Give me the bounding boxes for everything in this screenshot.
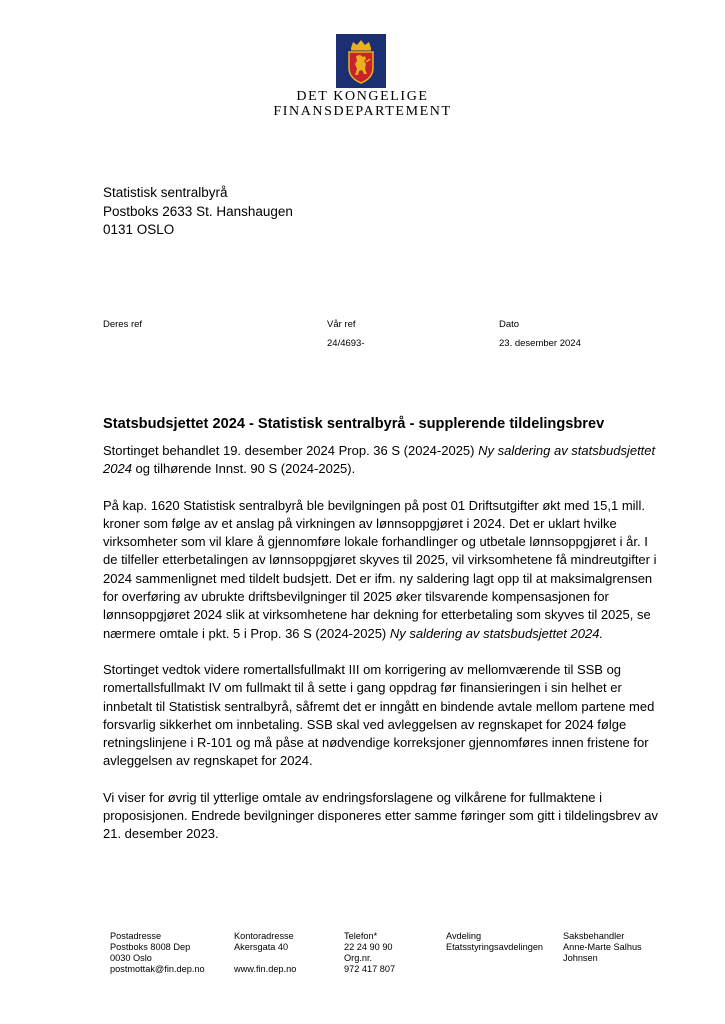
footer-kontor-label: Kontoradresse xyxy=(234,931,294,941)
footer-post-label: Postadresse xyxy=(110,931,162,941)
footer-avdeling-value: Etatsstyringsavdelingen xyxy=(446,942,544,952)
footer-saksbehandler-line1: Anne-Marte Salhus xyxy=(563,942,642,952)
paragraph-3: Stortinget vedtok videre romertallsfullmakt III om korrigering av mellomværende til SSB og romertallsfullmakt IV om fullmakt til å sette i gang oppdrag før finansieringen i sin helhet er innbetalt til Statistisk sentralbyrå, såfremt det er inngått en bindende avtale mellom partene med forsvarlig sikkerhet om innbetaling. SSB skal ved avleggelsen av regnskapet for 2024 følge retningslinjene i R-101 og må påse at nødvendige korreksjoner gjennomføres innen fristene for avleggelsen av regnskapet for 2024. xyxy=(103,661,655,769)
paragraph-1-text-a: Stortinget behandlet 19. desember 2024 Prop. 36 S (2024-2025) xyxy=(103,443,479,458)
dato-value: 23. desember 2024 xyxy=(499,338,581,349)
footer-postadresse xyxy=(110,931,205,975)
paragraph-1 xyxy=(103,442,663,479)
footer-saksbehandler-line2: Johnsen xyxy=(563,953,598,963)
var-ref-value: 24/4693- xyxy=(327,338,365,349)
footer-telefon-label: Telefon* xyxy=(344,931,378,941)
paragraph-1-text-b: og tilhørende Innst. 90 S (2024-2025). xyxy=(131,461,356,477)
footer-telefon-number: 22 24 90 90 xyxy=(344,942,393,952)
organization-name-line1: DET KONGELIGE xyxy=(296,89,429,104)
paragraph-2-text: På kap. 1620 Statistisk sentralbyrå ble bevilgningen på post 01 Driftsutgifter økt med 15,1 mill. kroner som følge av et anslag på virkningen av lønnsoppgjøret i 2024. Det er uklart hvilke virksomheter som vil klare å gjennomføre lokale forhandlinger og utbetale lønnsoppgjøret i år. I de tilfeller etterbetalingen av lønnsoppgjøret skyves til 2025, vil virksomhetene få mindreutgifter i 2024 sammenlignet med tildelt budsjett. Det er ifm. ny saldering lagt opp til at maksimalgrensen for overføring av ubrukte driftsbevilgninger til 2025 øker tilsvarende kompensasjonen for lønnsoppgjøret 2024 slik at virksomhetene har dekning for etterbetaling som skyves til 2025, se nærmere omtale i pkt. 5 i Prop. 36 S (2024-2025) xyxy=(103,497,657,641)
footer-kontor-line1: Akersgata 40 xyxy=(234,942,289,952)
norwegian-coat-of-arms-icon xyxy=(336,34,386,88)
recipient-street: Postboks 2633 St. Hanshaugen xyxy=(103,203,293,219)
paragraph-1-italic: Ny saldering av statsbudsjettet 2024 xyxy=(103,443,656,477)
footer-saksbehandler xyxy=(563,931,642,964)
footer-kontoradresse xyxy=(234,931,296,975)
organization-name-line2: FINANSDEPARTEMENT xyxy=(273,104,452,119)
paragraph-2 xyxy=(103,497,663,643)
footer-web-link[interactable]: www.fin.dep.no xyxy=(234,964,297,974)
footer-orgnr-label: Org.nr. xyxy=(344,953,373,963)
letter-title: Statsbudsjettet 2024 - Statistisk sentralbyrå - supplerende tildelingsbrev xyxy=(103,416,605,432)
footer-avdeling-label: Avdeling xyxy=(446,931,482,941)
recipient-city: 0131 OSLO xyxy=(103,222,175,237)
footer-post-line1: Postboks 8008 Dep xyxy=(110,942,191,952)
paragraph-2-italic: Ny saldering av statsbudsjettet 2024. xyxy=(389,625,604,641)
paragraph-4: Vi viser for øvrig til ytterlige omtale av endringsforslagene og vilkårene for fullmaktene i proposisjonen. Endrede bevilgninger disponeres etter samme føringer som gitt i tildelingsbrev av 21. desember 2023. xyxy=(103,789,658,842)
footer-telefon xyxy=(344,931,395,975)
recipient-name: Statistisk sentralbyrå xyxy=(103,185,228,200)
var-ref-label: Vår ref xyxy=(327,319,356,330)
footer-avdeling xyxy=(446,931,543,953)
footer-saksbehandler-label: Saksbehandler xyxy=(563,931,625,941)
deres-ref-label: Deres ref xyxy=(103,319,143,330)
letter-body xyxy=(103,442,663,862)
footer-post-line2: 0030 Oslo xyxy=(110,953,152,963)
footer-email-link[interactable]: postmottak@fin.dep.no xyxy=(110,964,205,974)
footer-orgnr-value: 972 417 807 xyxy=(344,964,396,974)
dato-label: Dato xyxy=(499,319,520,330)
recipient-address xyxy=(103,184,293,240)
